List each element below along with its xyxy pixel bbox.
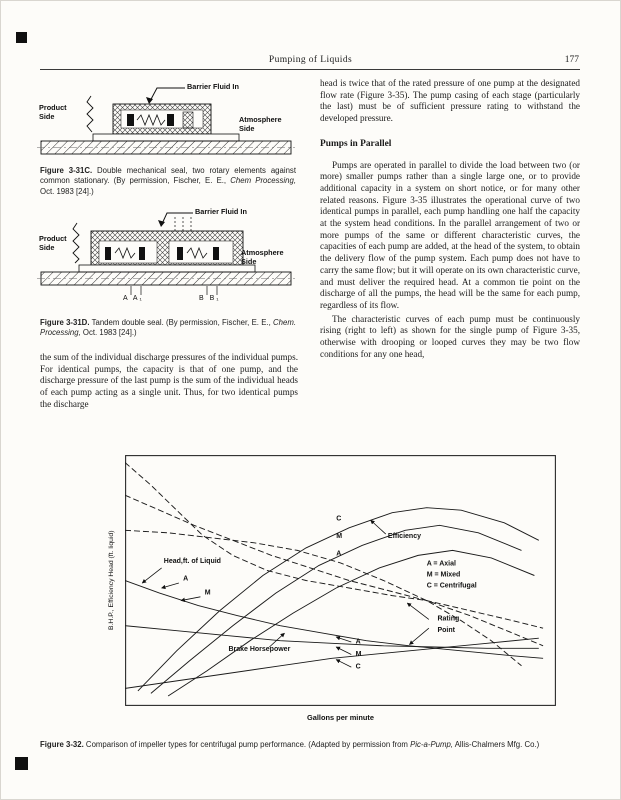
figure-3-32-caption xyxy=(40,740,580,750)
section-heading: Pumps in Parallel xyxy=(320,138,392,149)
barrier-leader-line xyxy=(149,88,185,103)
caption-figure-number: Figure 3-31C. xyxy=(40,166,93,175)
shaft-sleeve xyxy=(93,134,239,141)
seal-face xyxy=(167,114,174,126)
caption-text: Double mechanical seal, two rotary elements against common stationary. (By permission, Fischer, E. E., xyxy=(40,166,296,186)
caption-text: Comparison of impeller types for centrifugal pump performance. (Adapted by permission from xyxy=(83,740,411,749)
figure-3-31c-diagram xyxy=(35,80,297,164)
stationary-seat xyxy=(183,112,193,128)
annotation-arrow xyxy=(336,647,351,655)
annotation-arrow xyxy=(371,520,386,534)
paragraph: Pumps are operated in parallel to divide the load between two (or more) smaller pumps rather than a single large one, or to provide additional capacity in a system on short notice, or for many other related reasons. Figure 3-35 illustrates the operational curve of two identical pumps in parallel, each pump handling one half the capacity at the system head conditions. In the parallel arrangement of two or more pumps of the same or different characteristic curves, the capacities of each pump are added, at the head of the system, to obtain the delivery flow of the pump system. Each pump does not have to carry the same flow; but it will operate on its own characteristic curve, and must deliver the required head. At a common tie point on the discharge of all the pumps, the head will be the same for each pump, regardless of its flow. xyxy=(320,159,580,310)
page-number: 177 xyxy=(564,55,579,65)
legend-entry: A = Axial xyxy=(426,560,456,568)
annotation-arrow xyxy=(181,597,200,601)
chart-annotation: C xyxy=(355,663,361,671)
label-atmosphere-side: Atmosphere Side xyxy=(241,248,284,266)
paragraph: the sum of the individual discharge pressures of the individual pumps. For identical pumps, the capacity is that of one pump, and the discharge pressure of the last pump is the sum of the individual heads of each pump acting as a single unit. Thus, for two identical pumps the discharge xyxy=(40,352,298,409)
caption-source: Chem Processing, xyxy=(230,176,296,186)
chart-annotation: M xyxy=(336,532,343,540)
label-barrier-fluid-in: Barrier Fluid In xyxy=(195,207,247,216)
shaft-sleeve xyxy=(79,265,255,272)
casing-break-line xyxy=(87,96,93,132)
chart-annotation: M xyxy=(355,650,362,658)
curve-head-mixed xyxy=(125,495,543,646)
chart-x-axis-label: Gallons per minute xyxy=(307,713,374,722)
label-atmosphere-side: Atmosphere Side xyxy=(239,115,282,133)
chart-annotation: A xyxy=(183,575,189,583)
paragraph: head is twice that of the rated pressure of one pump at the designated flow rate (Figure 3-35). The pump casing of each stage (particularly the last) must be of sufficient pressure rating to withstand the developed pressure. xyxy=(320,78,580,124)
chart-annotation: Efficiency xyxy=(387,532,421,540)
caption-text: Allis-Chalmers Mfg. Co.) xyxy=(452,740,540,749)
seal-face xyxy=(177,247,183,260)
figure-3-32-chart xyxy=(100,450,580,738)
label-product-side: Product Side xyxy=(39,234,67,252)
registration-mark-bottom xyxy=(15,757,28,770)
label-barrier-fluid-in: Barrier Fluid In xyxy=(187,82,239,91)
chart-annotation: Head,ft. of Liquid xyxy=(163,557,221,565)
chart-annotation: C xyxy=(336,515,342,523)
annotation-arrow xyxy=(336,660,351,668)
pump-performance-plot xyxy=(125,455,556,706)
chart-y-axis-label: B.H.P., Efficiency Head (ft. liquid) xyxy=(108,530,115,631)
legend-entry: C = Centrifugal xyxy=(426,582,477,590)
annotation-arrow xyxy=(407,603,429,619)
annotation-arrow xyxy=(142,568,161,583)
chart-annotation: A xyxy=(355,638,361,646)
label-seal-marks-a: A A₁ xyxy=(123,295,144,302)
annotation-arrow xyxy=(162,583,179,588)
seal-face xyxy=(213,247,219,260)
figure-3-31d-caption xyxy=(40,318,296,339)
barrier-arrowhead xyxy=(158,220,165,227)
right-column-text xyxy=(320,78,580,362)
seal-face xyxy=(139,247,145,260)
caption-text: Oct. 1983 [24].) xyxy=(80,328,137,338)
figure-3-31d-diagram xyxy=(35,205,297,307)
caption-source: Pic-a-Pump, xyxy=(410,740,453,749)
chart-annotation: Brake Horsepower xyxy=(228,645,291,653)
chart-annotation: Point xyxy=(437,626,455,634)
running-head: Pumping of Liquids xyxy=(268,55,353,65)
header-rule xyxy=(40,69,580,70)
barrier-leader-line xyxy=(161,213,193,226)
registration-mark-top xyxy=(16,32,27,43)
curve-bhp-axial xyxy=(125,581,543,659)
caption-figure-number: Figure 3-32. xyxy=(40,740,84,749)
label-product-side: Product Side xyxy=(39,103,67,121)
curve-bhp-mixed xyxy=(125,626,539,649)
chart-annotation: Rating xyxy=(437,615,460,623)
figure-3-31c-caption xyxy=(40,166,296,197)
left-column-text xyxy=(40,352,298,413)
caption-text: Oct. 1983 [24].) xyxy=(40,186,94,196)
curve-head-axial xyxy=(125,463,543,629)
caption-figure-number: Figure 3-31D. xyxy=(40,318,90,327)
seal-face xyxy=(105,247,111,260)
annotation-arrow xyxy=(409,628,428,644)
label-seal-marks-b: B B₁ xyxy=(199,295,221,302)
chart-annotation: M xyxy=(204,589,211,597)
seal-face xyxy=(127,114,134,126)
legend-entry: M = Mixed xyxy=(426,571,461,579)
caption-text: Tandem double seal. (By permission, Fischer, E. E., xyxy=(89,318,274,327)
paragraph: The characteristic curves of each pump must be continuously rising (right to left) as shown for the single pump of Figure 3-35, otherwise with drooping or looped curves they may be two flow conditions for any one head, xyxy=(320,313,580,359)
plot-frame xyxy=(126,456,556,706)
caption-source: Chem. Processing, xyxy=(40,318,296,338)
chart-annotation: A xyxy=(336,550,342,558)
